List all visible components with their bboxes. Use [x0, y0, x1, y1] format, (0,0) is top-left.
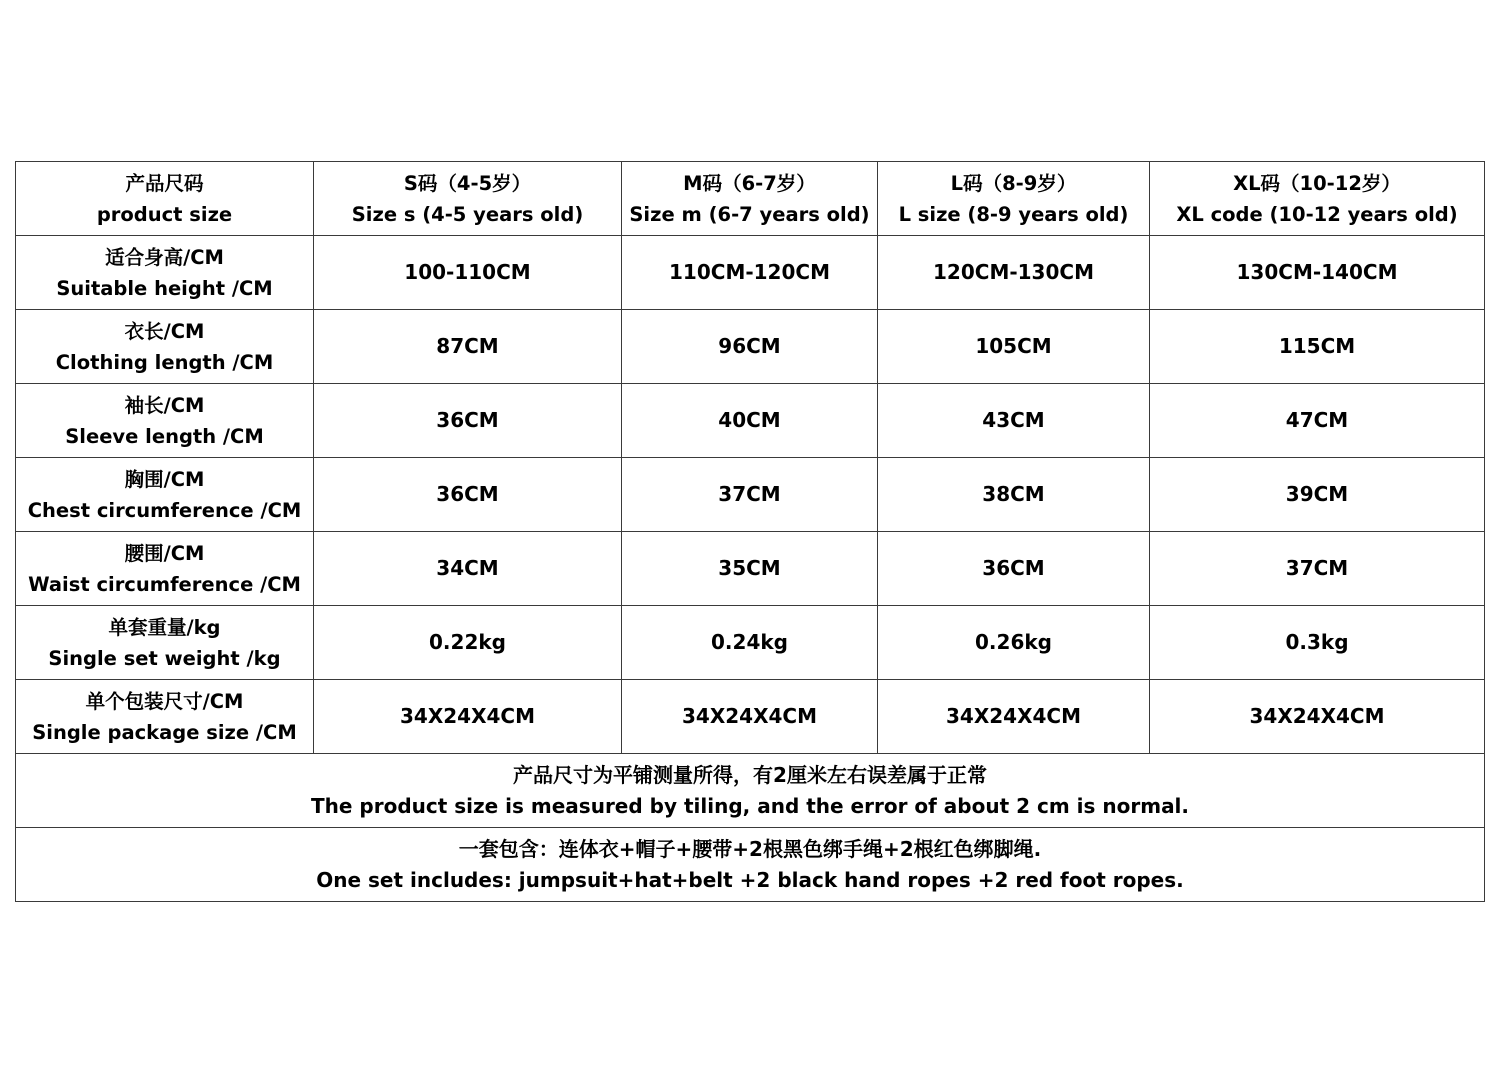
value-cell: 40CM — [622, 384, 878, 458]
note-en: The product size is measured by tiling, and the error of about 2 cm is normal. — [310, 793, 1190, 818]
row-label-cn: 适合身高/CM — [105, 245, 224, 269]
row-label-en: Sleeve length /CM — [65, 424, 264, 448]
value-cell: 47CM — [1150, 384, 1485, 458]
row-label-cn: 单个包装尺寸/CM — [85, 689, 244, 713]
size-s-cn: S码（4-5岁） — [403, 171, 532, 195]
row-label-cn: 袖长/CM — [124, 393, 205, 417]
note-en: One set includes: jumpsuit+hat+belt +2 black hand ropes +2 red foot ropes. — [316, 867, 1184, 892]
header-size-s — [314, 162, 622, 236]
note-row-set-contents — [16, 828, 1485, 902]
header-label-en: product size — [96, 202, 233, 226]
value-cell: 120CM-130CM — [878, 236, 1150, 310]
size-chart-body — [16, 162, 1485, 902]
row-label-en: Suitable height /CM — [56, 276, 273, 300]
value-cell: 34X24X4CM — [878, 680, 1150, 754]
value-cell: 0.24kg — [622, 606, 878, 680]
value-cell: 96CM — [622, 310, 878, 384]
value-cell: 43CM — [878, 384, 1150, 458]
table-row-sleeve-length — [16, 384, 1485, 458]
value-cell: 36CM — [878, 532, 1150, 606]
row-label — [16, 680, 314, 754]
header-label-cell — [16, 162, 314, 236]
header-label-cn: 产品尺码 — [125, 171, 204, 195]
size-l-cn: L码（8-9岁） — [950, 171, 1077, 195]
table-row-waist-circumference — [16, 532, 1485, 606]
value-cell: 130CM-140CM — [1150, 236, 1485, 310]
value-cell: 87CM — [314, 310, 622, 384]
size-xl-en: XL code (10-12 years old) — [1176, 202, 1458, 226]
table-row-single-set-weight — [16, 606, 1485, 680]
value-cell: 0.26kg — [878, 606, 1150, 680]
row-label — [16, 458, 314, 532]
value-cell: 34CM — [314, 532, 622, 606]
size-l-en: L size (8-9 years old) — [898, 202, 1129, 226]
row-label — [16, 606, 314, 680]
header-size-m — [622, 162, 878, 236]
row-label-en: Single set weight /kg — [48, 646, 281, 670]
value-cell: 36CM — [314, 458, 622, 532]
row-label-en: Chest circumference /CM — [27, 498, 302, 522]
row-label — [16, 236, 314, 310]
value-cell: 110CM-120CM — [622, 236, 878, 310]
value-cell: 100-110CM — [314, 236, 622, 310]
size-m-en: Size m (6-7 years old) — [629, 202, 870, 226]
table-row-clothing-length — [16, 310, 1485, 384]
header-size-xl — [1150, 162, 1485, 236]
value-cell: 115CM — [1150, 310, 1485, 384]
row-label — [16, 310, 314, 384]
row-label-cn: 衣长/CM — [124, 319, 205, 343]
row-label — [16, 384, 314, 458]
note-cn: 一套包含：连体衣+帽子+腰带+2根黑色绑手绳+2根红色绑脚绳. — [458, 836, 1042, 861]
table-row-suitable-height — [16, 236, 1485, 310]
size-xl-cn: XL码（10-12岁） — [1233, 171, 1401, 195]
value-cell: 37CM — [622, 458, 878, 532]
value-cell: 0.22kg — [314, 606, 622, 680]
table-row-single-package-size — [16, 680, 1485, 754]
row-label — [16, 532, 314, 606]
size-m-cn: M码（6-7岁） — [683, 171, 816, 195]
size-s-en: Size s (4-5 years old) — [351, 202, 584, 226]
table-row-chest-circumference — [16, 458, 1485, 532]
note-row-measurement — [16, 754, 1485, 828]
value-cell: 38CM — [878, 458, 1150, 532]
header-row — [16, 162, 1485, 236]
row-label-en: Clothing length /CM — [55, 350, 274, 374]
note-cn: 产品尺寸为平铺测量所得，有2厘米左右误差属于正常 — [513, 762, 987, 787]
size-chart-table — [15, 161, 1485, 902]
value-cell: 37CM — [1150, 532, 1485, 606]
row-label-cn: 腰围/CM — [124, 541, 205, 565]
value-cell: 36CM — [314, 384, 622, 458]
value-cell: 0.3kg — [1150, 606, 1485, 680]
header-size-l — [878, 162, 1150, 236]
row-label-en: Single package size /CM — [32, 720, 297, 744]
value-cell: 34X24X4CM — [622, 680, 878, 754]
value-cell: 34X24X4CM — [1150, 680, 1485, 754]
note-cell — [16, 754, 1485, 828]
row-label-cn: 胸围/CM — [124, 467, 205, 491]
value-cell: 39CM — [1150, 458, 1485, 532]
note-cell — [16, 828, 1485, 902]
value-cell: 105CM — [878, 310, 1150, 384]
value-cell: 35CM — [622, 532, 878, 606]
row-label-en: Waist circumference /CM — [28, 572, 301, 596]
row-label-cn: 单套重量/kg — [108, 615, 221, 639]
value-cell: 34X24X4CM — [314, 680, 622, 754]
